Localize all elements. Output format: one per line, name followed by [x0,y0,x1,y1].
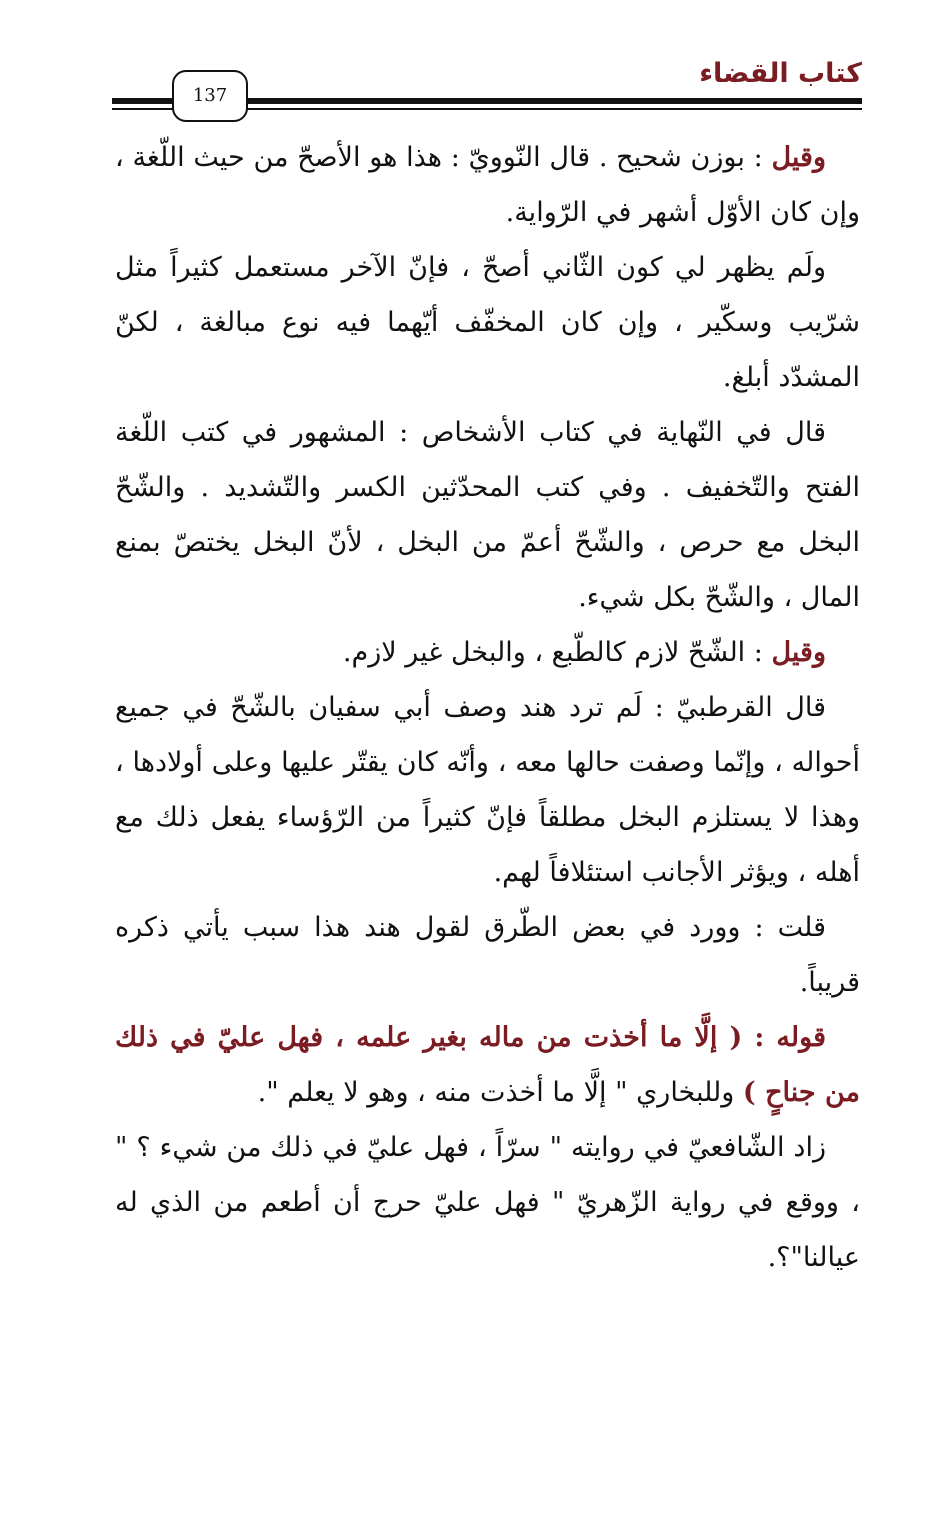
page-header [112,52,862,122]
paragraph-6 [115,900,860,1010]
hadith-quote: قوله : ( إلَّا ما أخذت من ماله بغير علمه ، فهل عليّ في ذلك من جناحٍ ) [115,1022,860,1108]
paragraph-8 [115,1120,860,1285]
paragraph-lead: وقيل [771,637,826,668]
paragraph-7 [115,1010,860,1120]
paragraph-5 [115,680,860,900]
paragraph-text: زاد الشّافعيّ في روايته " سرّاً ، فهل عليّ في ذلك من شيء ؟ " ، ووقع في رواية الزّهريّ " فهل عليّ حرج أن أطعم من الذي له عيالنا"؟. [115,1132,860,1273]
paragraph-2 [115,240,860,405]
paragraph-text: قال في النّهاية في كتاب الأشخاص : المشهور في كتب اللّغة الفتح والتّخفيف . وفي كتب المحدّثين الكسر والتّشديد . والشّحّ البخل مع حرص ، والشّحّ أعمّ من البخل ، لأنّ البخل يختصّ بمنع المال ، والشّحّ بكل شيء. [115,417,860,613]
paragraph-text: قلت : وورد في بعض الطّرق لقول هند هذا سبب يأتي ذكره قريباً. [115,912,860,998]
paragraph-lead: وقيل [771,142,826,173]
paragraph-text: ولَم يظهر لي كون الثّاني أصحّ ، فإنّ الآخر مستعمل كثيراً مثل شرّيب وسكّير ، وإن كان المخفّف أيّهما فيه نوع مبالغة ، لكنّ المشدّد أبلغ. [115,252,860,393]
paragraph-text: : بوزن شحيح . قال النّوويّ : هذا هو الأصحّ من حيث اللّغة ، وإن كان الأوّل أشهر في الرّواية. [115,142,860,228]
chapter-title: كتاب القضاء [699,58,862,89]
paragraph-4 [115,625,860,680]
paragraph-text: : الشّحّ لازم كالطّبع ، والبخل غير لازم. [342,637,772,668]
paragraph-text: قال القرطبيّ : لَم ترد هند وصف أبي سفيان بالشّحّ في جميع أحواله ، وإنّما وصفت حالها معه ، وأنّه كان يقتّر عليها وعلى أولادها ، وهذا لا يستلزم البخل مطلقاً فإنّ كثيراً من الرّؤساء يفعل ذلك مع أهله ، ويؤثر الأجانب استئلافاً لهم. [115,692,860,888]
page-number-badge: 137 [172,70,248,122]
paragraph-1 [115,130,860,240]
page-body [115,130,860,1285]
paragraph-text: وللبخاري " إلَّا ما أخذت منه ، وهو لا يعلم ". [257,1077,743,1108]
paragraph-3 [115,405,860,625]
